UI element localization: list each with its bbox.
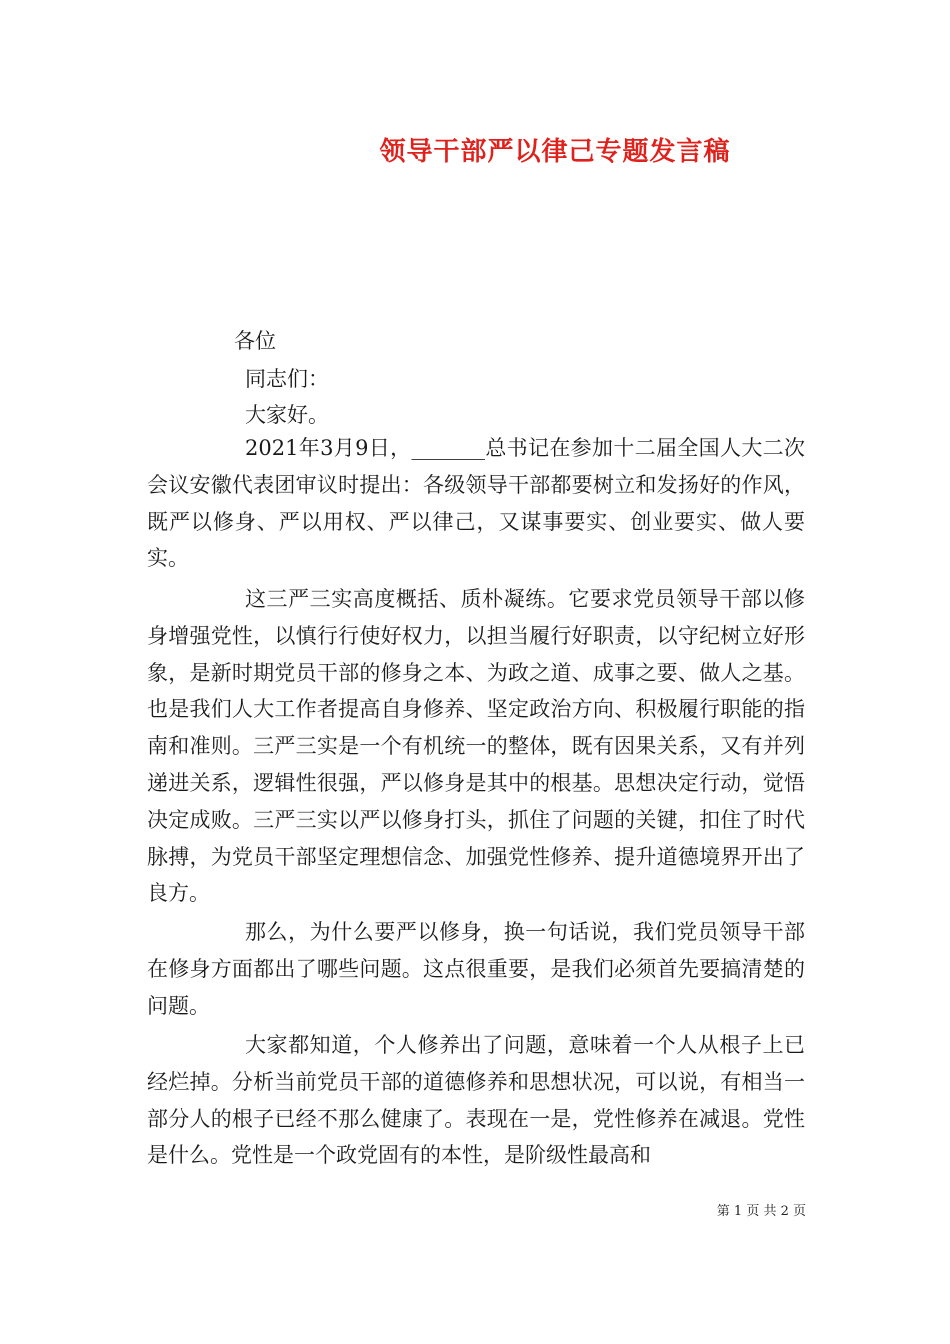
body-paragraph: 那么，为什么要严以修身，换一句话说，我们党员领导干部在修身方面都出了哪些问题。这点很重要，是我们必须首先要搞清楚的问题。 [147, 920, 805, 1018]
salutation-line-2: 同志们： [245, 367, 329, 391]
page-number: 第 1 页 共 2 页 [716, 1204, 806, 1219]
document-title: 领导干部严以律己专题发言稿 [379, 137, 731, 167]
salutation-line-1: 各位 [234, 329, 276, 353]
greeting-line: 大家好。 [245, 403, 329, 427]
body-paragraph: 大家都知道，个人修养出了问题，意味着一个人从根子上已经烂掉。分析当前党员干部的道德修养和思想状况，可以说，有相当一部分人的根子已经不那么健康了。表现在一是，党性修养在减退。党性是什么。党性是一个政党固有的本性，是阶级性最高和 [147, 1033, 805, 1168]
body-paragraph: 这三严三实高度概括、质朴凝练。它要求党员领导干部以修身增强党性，以慎行行使好权力，以担当履行好职责，以守纪树立好形象，是新时期党员干部的修身之本、为政之道、成事之要、做人之基。也是我们人大工作者提高自身修养、坚定政治方向、积极履行职能的指南和准则。三严三实是一个有机统一的整体，既有因果关系，又有并列递进关系，逻辑性很强，严以修身是其中的根基。思想决定行动，觉悟决定成败。三严三实以严以修身打头，抓住了问题的关键，扣住了时代脉搏，为党员干部坚定理想信念、加强党性修养、提升道德境界开出了良方。 [147, 587, 805, 906]
body-paragraph: 2021年3月9日，_______总书记在参加十二届全国人大二次会议安徽代表团审议时提出：各级领导干部都要树立和发扬好的作风，既严以修身、严以用权、严以律己，又谋事要实、创业要实、做人要实。 [147, 436, 805, 571]
